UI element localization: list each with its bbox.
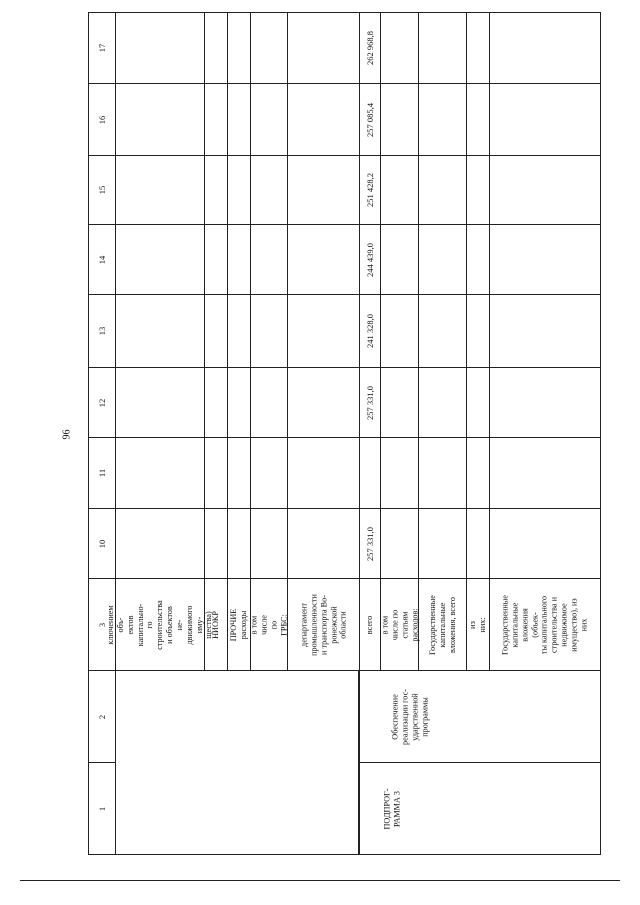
row9-col3: из них: [466, 578, 490, 671]
row9-col12 [466, 367, 490, 438]
header-cell-11: 11 [88, 437, 116, 509]
row6-col17: 262 968,8 [359, 12, 381, 84]
row7-col11 [380, 437, 419, 509]
subprogram-title: ПОДПРОГ- РАММА 3 [359, 762, 601, 855]
row10-col3: Государственные капитальные вложения (объек- ты капитального строительства и недвижимое имущество), из них [489, 578, 601, 671]
row3-col3: ПРОЧИЕ расходы [227, 578, 251, 671]
header-cell-15: 15 [88, 155, 116, 225]
row6-col13: 241 328,0 [359, 294, 381, 368]
row10-col12 [489, 367, 601, 438]
row8-col11 [418, 437, 467, 509]
row8-col15 [418, 155, 467, 225]
row6-col14: 244 439,0 [359, 224, 381, 295]
row9-col14 [466, 224, 490, 295]
merged-empty-col1-2 [115, 670, 359, 855]
row4-col3: в том числе по ГРБС: [250, 578, 288, 671]
header-cell-1: 1 [88, 762, 116, 855]
row4-col17 [250, 12, 288, 84]
row7-col12 [380, 367, 419, 438]
row2-col14 [204, 224, 228, 295]
header-cell-3: 3 [88, 578, 116, 671]
row5-col13 [287, 294, 360, 368]
row10-col14 [489, 224, 601, 295]
row4-col15 [250, 155, 288, 225]
row7-col13 [380, 294, 419, 368]
row1-col17 [115, 12, 205, 84]
row3-col10 [227, 508, 251, 579]
row7-col10 [380, 508, 419, 579]
row2-col13 [204, 294, 228, 368]
row4-col12 [250, 367, 288, 438]
row10-col13 [489, 294, 601, 368]
row9-col13 [466, 294, 490, 368]
row3-col14 [227, 224, 251, 295]
header-cell-17: 17 [88, 12, 116, 84]
row7-col14 [380, 224, 419, 295]
row9-col15 [466, 155, 490, 225]
row3-col11 [227, 437, 251, 509]
row7-col17 [380, 12, 419, 84]
row7-col16 [380, 83, 419, 156]
row5-col16 [287, 83, 360, 156]
row5-col10 [287, 508, 360, 579]
row5-col17 [287, 12, 360, 84]
row9-col16 [466, 83, 490, 156]
header-cell-16: 16 [88, 83, 116, 156]
row8-col13 [418, 294, 467, 368]
row6-col10: 257 331,0 [359, 508, 381, 579]
row10-col10 [489, 508, 601, 579]
row2-col12 [204, 367, 228, 438]
row2-col10 [204, 508, 228, 579]
row2-col16 [204, 83, 228, 156]
row6-col12: 257 331,0 [359, 367, 381, 438]
row3-col15 [227, 155, 251, 225]
row10-col15 [489, 155, 601, 225]
row8-col14 [418, 224, 467, 295]
row1-col10 [115, 508, 205, 579]
row5-col15 [287, 155, 360, 225]
row8-col12 [418, 367, 467, 438]
header-cell-2: 2 [88, 670, 116, 763]
row8-col3: Государственные капитальные вложения, всего [418, 578, 467, 671]
row7-col15 [380, 155, 419, 225]
row1-col12 [115, 367, 205, 438]
row8-col17 [418, 12, 467, 84]
row1-col16 [115, 83, 205, 156]
row2-col17 [204, 12, 228, 84]
row10-col17 [489, 12, 601, 84]
row6-col3: всего [359, 578, 381, 671]
page-number: 96 [61, 429, 73, 440]
row4-col13 [250, 294, 288, 368]
row7-col3: в том числе по статьям расходов: [380, 578, 419, 671]
row3-col16 [227, 83, 251, 156]
page-bottom-rule [20, 880, 620, 881]
row9-col11 [466, 437, 490, 509]
row10-col16 [489, 83, 601, 156]
row2-col11 [204, 437, 228, 509]
row5-col11 [287, 437, 360, 509]
row8-col10 [418, 508, 467, 579]
row8-col16 [418, 83, 467, 156]
row5-col14 [287, 224, 360, 295]
row1-col13 [115, 294, 205, 368]
row4-col10 [250, 508, 288, 579]
row4-col14 [250, 224, 288, 295]
row9-col17 [466, 12, 490, 84]
row6-col11 [359, 437, 381, 509]
row10-col11 [489, 437, 601, 509]
header-cell-14: 14 [88, 224, 116, 295]
row3-col17 [227, 12, 251, 84]
row6-col16: 257 085,4 [359, 83, 381, 156]
row2-col15 [204, 155, 228, 225]
row5-col12 [287, 367, 360, 438]
header-cell-10: 10 [88, 508, 116, 579]
row3-col12 [227, 367, 251, 438]
header-cell-12: 12 [88, 367, 116, 438]
row2-col3: НИОКР [204, 578, 228, 671]
row1-col15 [115, 155, 205, 225]
subprogram-description: Обеспечение реализации гос- ударственной программы [359, 670, 601, 763]
row1-col11 [115, 437, 205, 509]
row9-col10 [466, 508, 490, 579]
row5-col3: департамент промышленности и транспорта Во- ронежской области [287, 578, 360, 671]
row6-col15: 251 428,2 [359, 155, 381, 225]
row1-col3: ключением объ- ектов капитально- го строительства и объектов не- движимого иму- щества) [115, 578, 205, 671]
row4-col11 [250, 437, 288, 509]
header-cell-13: 13 [88, 294, 116, 368]
row1-col14 [115, 224, 205, 295]
row3-col13 [227, 294, 251, 368]
row4-col16 [250, 83, 288, 156]
